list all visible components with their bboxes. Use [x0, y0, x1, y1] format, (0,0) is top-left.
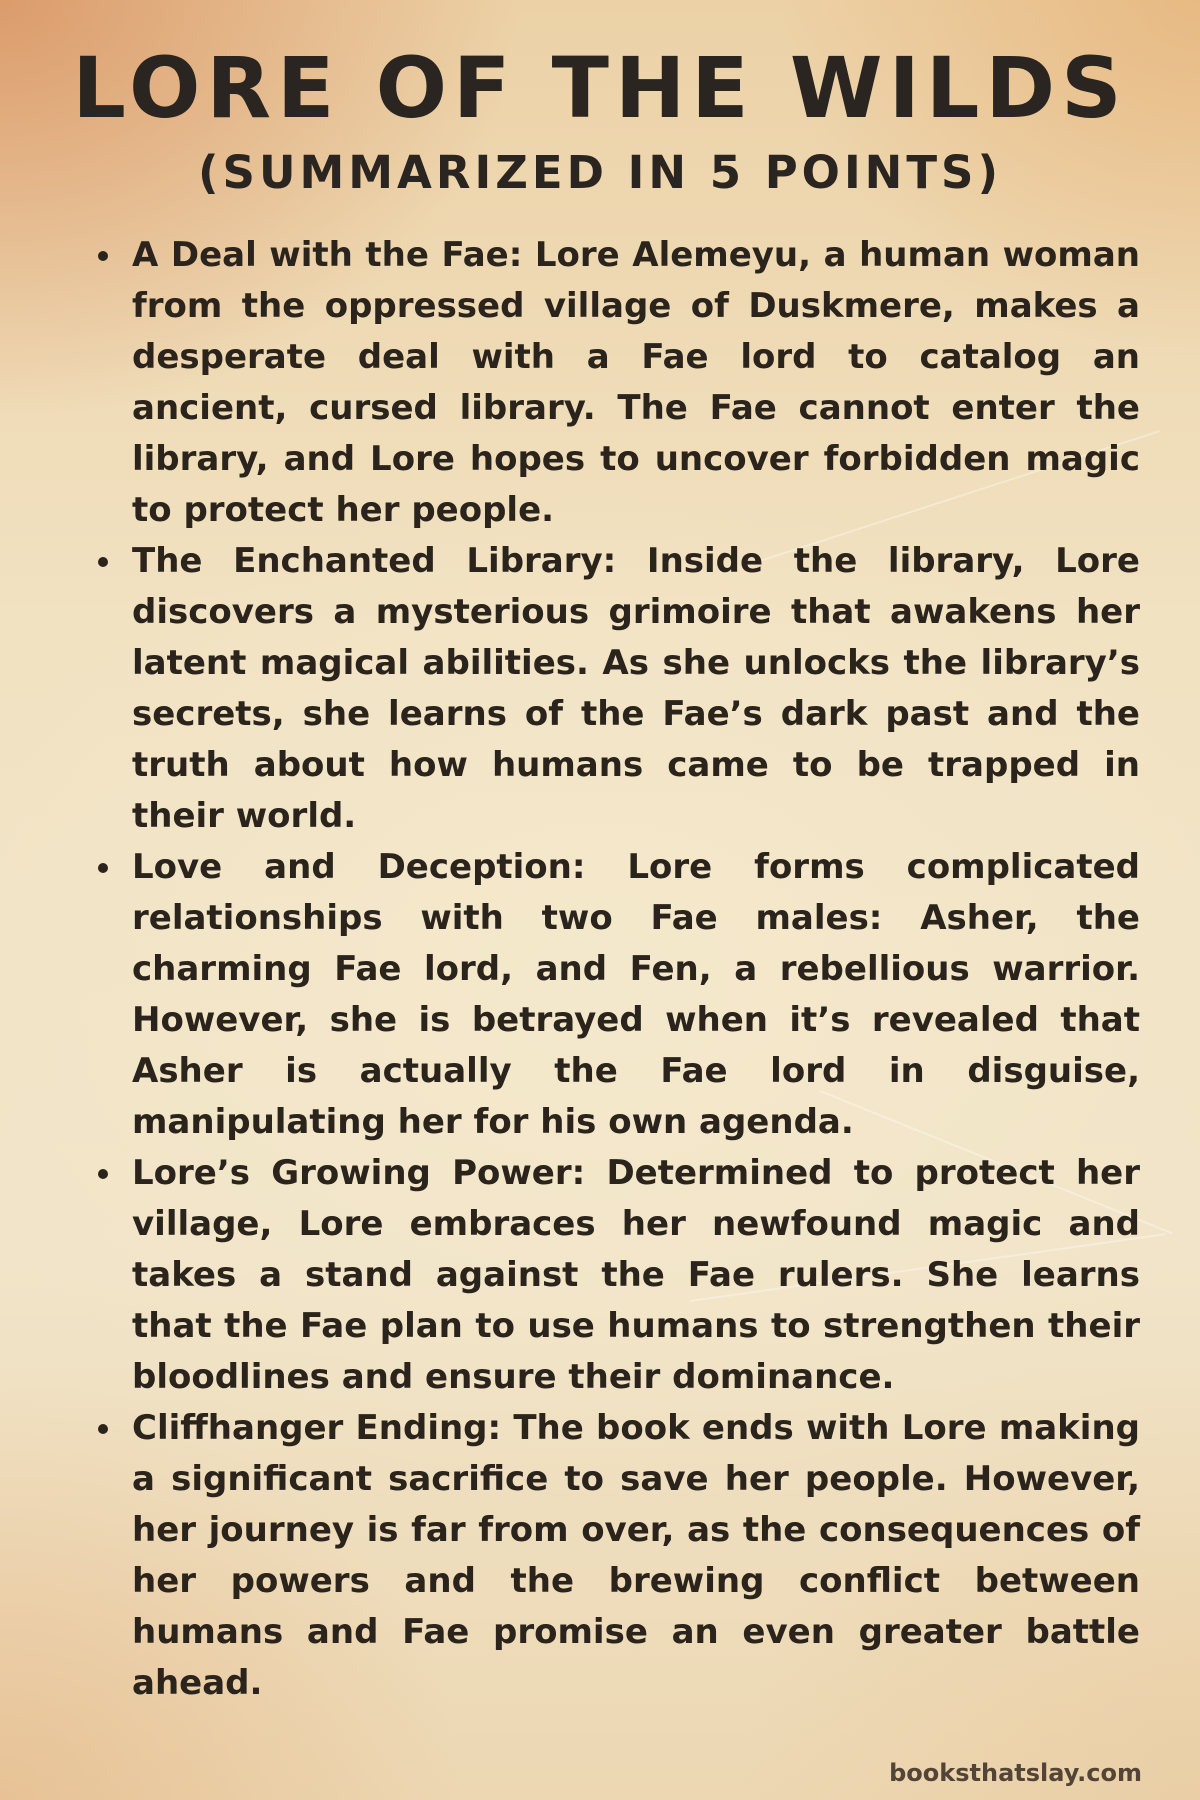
summary-point — [96, 1148, 1140, 1403]
summary-point-text: The Enchanted Library: Inside the library, Lore discovers a mysterious grimoire that awakens her latent magical abilities. As she unlocks the library’s secrets, she learns of the Fae’s dark past and the truth about how humans came to be trapped in their world. — [132, 541, 1140, 836]
summary-point — [96, 230, 1140, 536]
summary-point-text: Cliffhanger Ending: The book ends with Lore making a significant sacrifice to save her people. However, her journey is far from over, as the consequences of her powers and the brewing conflict between humans and Fae promise an even greater battle ahead. — [132, 1408, 1140, 1703]
summary-point-text: Love and Deception: Lore forms complicated relationships with two Fae males: Asher, the charming Fae lord, and Fen, a rebellious warrior. However, she is betrayed when it’s revealed that Asher is actually the Fae lord in disguise, manipulating her for his own agenda. — [132, 847, 1140, 1142]
bullet-icon — [98, 863, 108, 873]
bullet-icon — [98, 251, 108, 261]
summary-point-text: Lore’s Growing Power: Determined to protect her village, Lore embraces her newfound magic and takes a stand against the Fae rulers. She learns that the Fae plan to use humans to strengthen their bloodlines and ensure their dominance. — [132, 1153, 1140, 1397]
summary-point-text: A Deal with the Fae: Lore Alemeyu, a human woman from the oppressed village of Duskmere, makes a desperate deal with a Fae lord to catalog an ancient, cursed library. The Fae cannot enter the library, and Lore hopes to uncover forbidden magic to protect her people. — [132, 235, 1140, 530]
bullet-icon — [98, 1424, 108, 1434]
source-credit: booksthatslay.com — [889, 1759, 1142, 1787]
page-title: LORE OF THE WILDS — [72, 39, 1128, 137]
summary-point — [96, 1403, 1140, 1709]
summary-point — [96, 536, 1140, 842]
summary-points-list — [96, 230, 1140, 1709]
bullet-icon — [98, 557, 108, 567]
bullet-icon — [98, 1169, 108, 1179]
page-subtitle: (SUMMARIZED IN 5 POINTS) — [197, 146, 1003, 199]
summary-point — [96, 842, 1140, 1148]
